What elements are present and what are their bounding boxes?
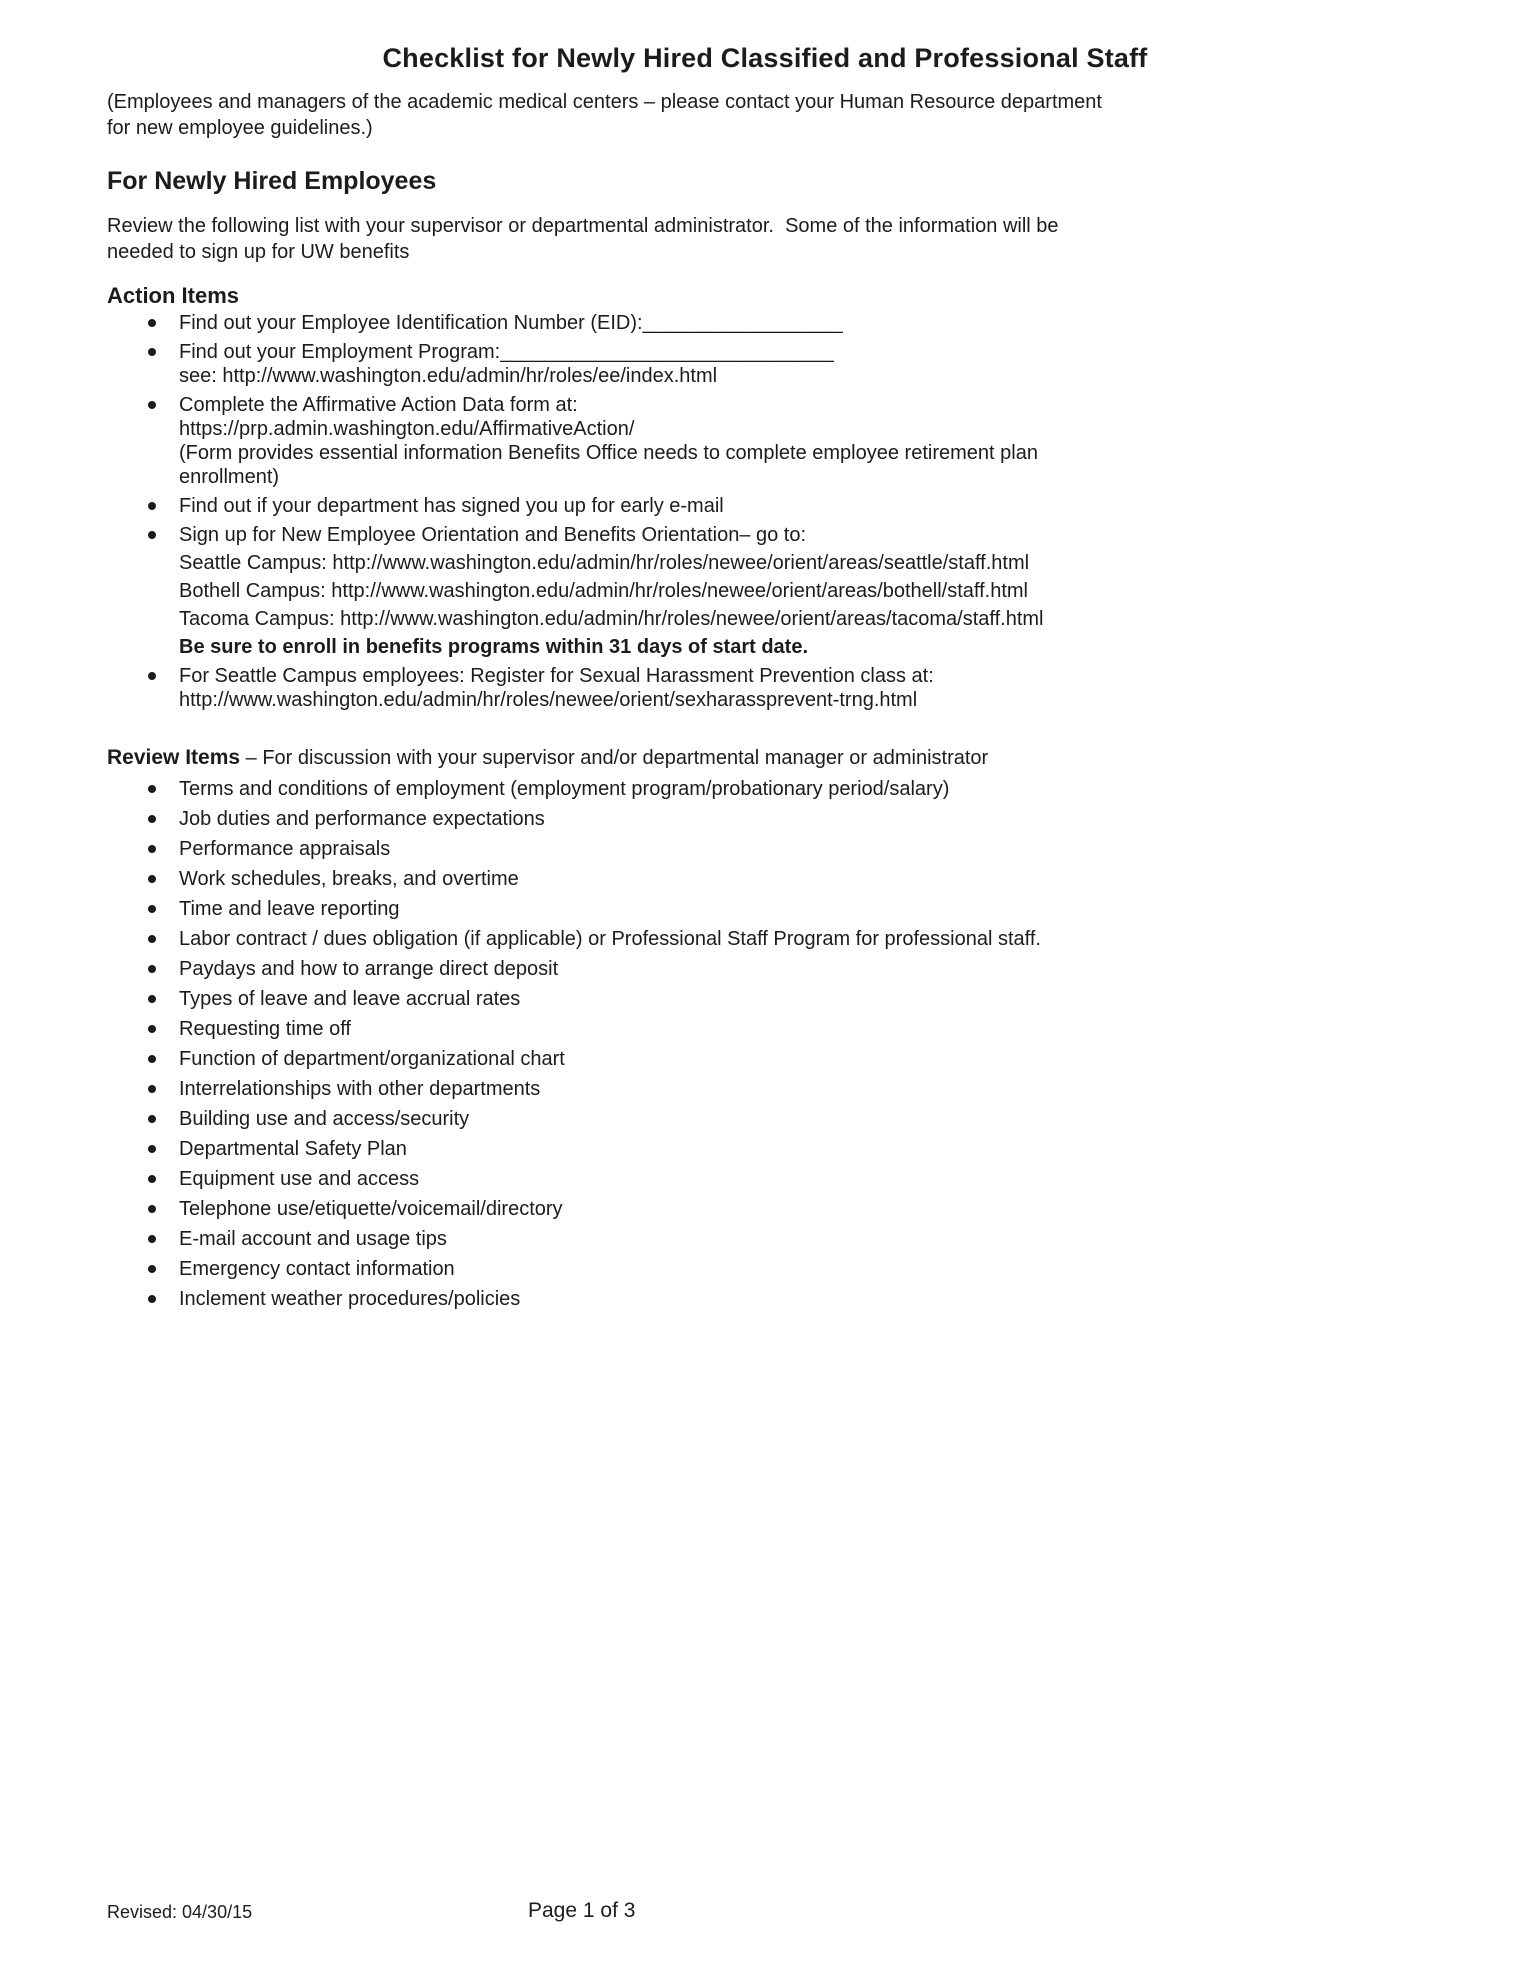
review-item-text: Inclement weather procedures/policies <box>179 1288 521 1310</box>
review-item <box>107 1047 1167 1071</box>
intro-line: (Employees and managers of the academic medical centers – please contact your Human Resource department <box>107 91 1102 113</box>
review-items-section <box>107 745 1167 1311</box>
section-heading-newly-hired: For Newly Hired Employees <box>107 167 437 195</box>
bullet-icon <box>148 867 179 891</box>
campus-url-tacoma: Tacoma Campus: http://www.washington.edu/admin/hr/roles/newee/orient/areas/tacoma/staff.html <box>179 608 1044 630</box>
bullet-icon <box>148 1287 179 1311</box>
review-items-heading <box>107 745 1167 771</box>
action-item-harassment-prevention <box>107 664 1167 712</box>
action-item-url: see: http://www.washington.edu/admin/hr/roles/ee/index.html <box>179 365 718 387</box>
footer-revised-date: Revised: 04/30/15 <box>107 1902 253 1922</box>
action-item-note: (Form provides essential information Benefits Office needs to complete employee retirement plan <box>179 442 1038 464</box>
review-items-heading-bold: Review Items <box>107 746 241 769</box>
review-item <box>107 987 1167 1011</box>
bullet-icon <box>148 1227 179 1251</box>
review-item <box>107 1017 1167 1041</box>
review-item-text: Performance appraisals <box>179 838 391 860</box>
review-item-text: E-mail account and usage tips <box>179 1228 447 1250</box>
footer-page-number: Page 1 of 3 <box>528 1899 636 1922</box>
action-item-text: Complete the Affirmative Action Data form at: <box>179 394 578 416</box>
bullet-icon <box>148 1017 179 1041</box>
benefits-enrollment-warning: Be sure to enroll in benefits programs within 31 days of start date. <box>179 636 809 658</box>
bullet-icon <box>148 957 179 981</box>
action-item-text: Find out if your department has signed you up for early e-mail <box>179 495 724 517</box>
bullet-icon <box>148 1107 179 1131</box>
intro-line: for new employee guidelines.) <box>107 117 373 139</box>
review-item-text: Telephone use/etiquette/voicemail/directory <box>179 1198 563 1220</box>
bullet-icon <box>148 393 179 489</box>
action-item-affirmative-action <box>107 393 1167 489</box>
bullet-icon <box>148 494 179 518</box>
review-item <box>107 1167 1167 1191</box>
action-item-text: Find out your Employment Program:______________________________ <box>179 341 834 363</box>
action-item-eid <box>107 311 1167 335</box>
bullet-icon <box>148 837 179 861</box>
bullet-icon <box>148 927 179 951</box>
review-item <box>107 927 1167 951</box>
review-item-text: Function of department/organizational chart <box>179 1048 565 1070</box>
action-item-url: https://prp.admin.washington.edu/AffirmativeAction/ <box>179 418 635 440</box>
review-items-heading-rest: – For discussion with your supervisor and/or departmental manager or administrator <box>240 747 989 769</box>
action-item-text: Find out your Employee Identification Number (EID):__________________ <box>179 312 843 334</box>
action-item-text: Sign up for New Employee Orientation and Benefits Orientation– go to: <box>179 524 807 546</box>
bullet-icon <box>148 1077 179 1101</box>
action-item-employment-program <box>107 340 1167 388</box>
review-item <box>107 1107 1167 1131</box>
review-item <box>107 777 1167 801</box>
review-item-text: Types of leave and leave accrual rates <box>179 988 521 1010</box>
action-items-heading: Action Items <box>107 283 240 308</box>
review-item <box>107 1257 1167 1281</box>
review-item <box>107 837 1167 861</box>
review-item <box>107 957 1167 981</box>
action-item-early-email <box>107 494 1167 518</box>
bullet-icon <box>148 664 179 712</box>
review-item-text: Time and leave reporting <box>179 898 400 920</box>
newly-hired-description <box>107 213 1167 265</box>
campus-url-bothell: Bothell Campus: http://www.washington.edu/admin/hr/roles/newee/orient/areas/bothell/staff.html <box>179 580 1028 602</box>
review-item <box>107 1197 1167 1221</box>
review-item <box>107 1227 1167 1251</box>
bullet-icon <box>148 1137 179 1161</box>
bullet-icon <box>148 897 179 921</box>
review-item <box>107 1077 1167 1101</box>
description-line: needed to sign up for UW benefits <box>107 241 410 263</box>
action-item-text: For Seattle Campus employees: Register for Sexual Harassment Prevention class at: <box>179 665 934 687</box>
review-item-text: Work schedules, breaks, and overtime <box>179 868 519 890</box>
review-item-text: Job duties and performance expectations <box>179 808 545 830</box>
action-item-url: http://www.washington.edu/admin/hr/roles/newee/orient/sexharassprevent-trng.html <box>179 689 918 711</box>
action-items-list <box>107 311 1167 712</box>
review-item-text: Terms and conditions of employment (employment program/probationary period/salary) <box>179 778 950 800</box>
bullet-icon <box>148 1047 179 1071</box>
bullet-icon <box>148 807 179 831</box>
review-item-text: Labor contract / dues obligation (if applicable) or Professional Staff Program for professional staff. <box>179 928 1041 950</box>
campus-url-seattle: Seattle Campus: http://www.washington.edu/admin/hr/roles/newee/orient/areas/seattle/staff.html <box>179 552 1030 574</box>
description-line: Review the following list with your supervisor or departmental administrator. Some of the information will be <box>107 215 1059 237</box>
review-item <box>107 867 1167 891</box>
bullet-icon <box>148 777 179 801</box>
review-item-text: Building use and access/security <box>179 1108 470 1130</box>
review-item-text: Emergency contact information <box>179 1258 455 1280</box>
review-item-text: Paydays and how to arrange direct deposit <box>179 958 559 980</box>
bullet-icon <box>148 340 179 388</box>
bullet-icon <box>148 1167 179 1191</box>
document-title: Checklist for Newly Hired Classified and Professional Staff <box>382 43 1148 73</box>
bullet-icon <box>148 1257 179 1281</box>
bullet-icon <box>148 311 179 335</box>
intro-paragraph <box>107 89 1167 141</box>
review-item-text: Departmental Safety Plan <box>179 1138 407 1160</box>
review-item <box>107 897 1167 921</box>
bullet-icon <box>148 987 179 1011</box>
review-item <box>107 807 1167 831</box>
review-item-text: Requesting time off <box>179 1018 351 1040</box>
action-item-orientation <box>107 523 1167 659</box>
bullet-icon <box>148 1197 179 1221</box>
review-item <box>107 1287 1167 1311</box>
review-item <box>107 1137 1167 1161</box>
review-items-list <box>107 777 1167 1311</box>
document-content <box>107 89 1167 1311</box>
review-item-text: Equipment use and access <box>179 1168 420 1190</box>
bullet-icon <box>148 523 179 659</box>
action-item-note: enrollment) <box>179 466 280 488</box>
review-item-text: Interrelationships with other departments <box>179 1078 541 1100</box>
